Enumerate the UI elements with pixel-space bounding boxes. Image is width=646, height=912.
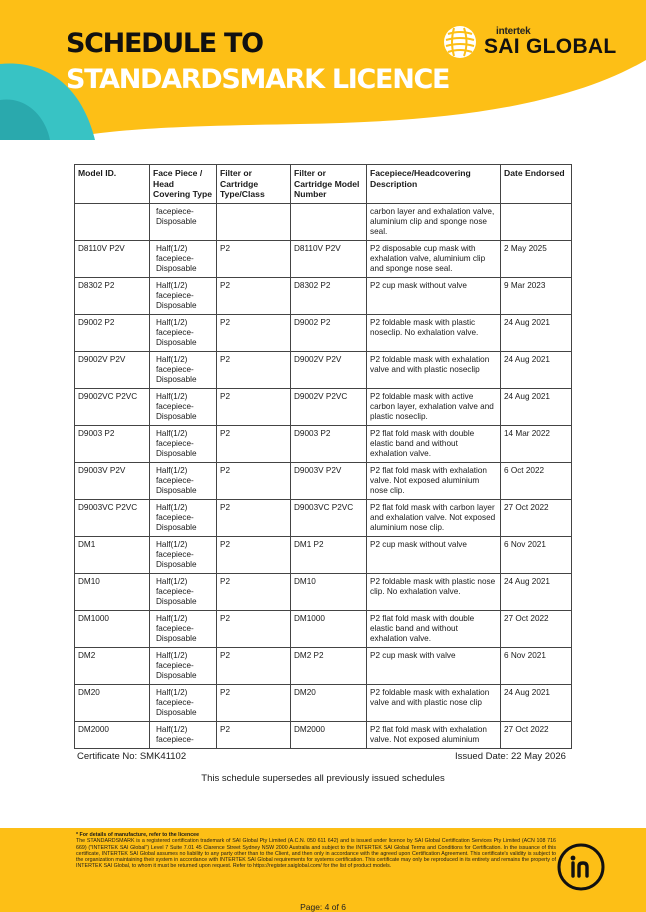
cell-filter-type: P2 (217, 240, 291, 277)
footer-heading: * For details of manufacture, refer to the licencee (76, 832, 200, 838)
cell-filter-type: P2 (217, 388, 291, 425)
table-row (75, 314, 572, 351)
cell-filter-model (291, 203, 367, 240)
cell-model-id: DM2 (75, 647, 150, 684)
cell-filter-model: DM2 P2 (291, 647, 367, 684)
cell-filter-model: DM1 P2 (291, 536, 367, 573)
cell-filter-model: D9002V P2V (291, 351, 367, 388)
cell-filter-model: DM10 (291, 573, 367, 610)
table-row (75, 462, 572, 499)
cell-date-endorsed: 27 Oct 2022 (501, 721, 572, 748)
cell-model-id: DM1000 (75, 610, 150, 647)
column-header-description: Facepiece/Headcovering Description (367, 165, 501, 204)
cell-description: P2 foldable mask with plastic nose clip. No exhalation valve. (367, 573, 501, 610)
cell-description: carbon layer and exhalation valve, aluminium clip and sponge nose seal. (367, 203, 501, 240)
cell-date-endorsed: 24 Aug 2021 (501, 351, 572, 388)
cell-date-endorsed: 14 Mar 2022 (501, 425, 572, 462)
cell-model-id (75, 203, 150, 240)
cell-face-piece-type: Half(1/2) facepiece-Disposable (150, 425, 217, 462)
cell-face-piece-type: Half(1/2) facepiece- (150, 721, 217, 748)
table-row (75, 425, 572, 462)
intertek-sai-global-logo (442, 24, 622, 64)
cell-description: P2 foldable mask with exhalation valve and with plastic noseclip (367, 351, 501, 388)
cell-date-endorsed: 24 Aug 2021 (501, 388, 572, 425)
table-row (75, 277, 572, 314)
cell-model-id: DM1 (75, 536, 150, 573)
cell-filter-type: P2 (217, 499, 291, 536)
cell-filter-type (217, 203, 291, 240)
cell-description: P2 flat fold mask with carbon layer and exhalation valve. Not exposed aluminium nose clip. (367, 499, 501, 536)
cell-date-endorsed: 2 May 2025 (501, 240, 572, 277)
table-row (75, 721, 572, 748)
footer-body: The STANDARDSMARK is a registered certification trademark of SAI Global Pty Limited (A.C.N. 050 611 642) and is issued under licence by SAI Global Certification Services Pty Limited (ACN 108 716 669) ("INTERTEK SAI Global") Level 7 Suite 7.01 45 Clarence Street Sydney NSW 2000 Australia and subject to the INTERTEK SAI Global Terms and Conditions for Certification. In the issuance of this certificate, INTERTEK SAI Global assumes no liability to any party other than to the Client, and then only in accordance with the agreed upon Certification Agreement. This certificate's validity is subject to the organization maintaining their system in accordance with INTERTEK SAI Global requirements for systems certification. This certificate may only be reproduced in its entirety and remains the property of INTERTEK SAI Global, to whom it must be returned upon request. Refer to https://register.saiglobal.com/ for the list of product models. (76, 838, 556, 870)
cell-face-piece-type: Half(1/2) facepiece-Disposable (150, 277, 217, 314)
cell-model-id: D9003V P2V (75, 462, 150, 499)
cell-model-id: D9002 P2 (75, 314, 150, 351)
cell-description: P2 cup mask without valve (367, 536, 501, 573)
cell-face-piece-type: Half(1/2) facepiece-Disposable (150, 462, 217, 499)
cell-face-piece-type: facepiece-Disposable (150, 203, 217, 240)
model-schedule-table (74, 164, 572, 749)
cell-description: P2 cup mask with valve (367, 647, 501, 684)
cell-description: P2 flat fold mask with exhalation valve. Not exposed aluminium (367, 721, 501, 748)
intertek-wordmark: intertek (496, 26, 531, 37)
cell-date-endorsed: 6 Oct 2022 (501, 462, 572, 499)
cell-filter-model: D9003 P2 (291, 425, 367, 462)
cell-face-piece-type: Half(1/2) facepiece-Disposable (150, 684, 217, 721)
table-row (75, 351, 572, 388)
footer-legal-text (76, 832, 556, 870)
cell-date-endorsed: 24 Aug 2021 (501, 314, 572, 351)
cell-model-id: DM20 (75, 684, 150, 721)
cell-face-piece-type: Half(1/2) facepiece-Disposable (150, 536, 217, 573)
cell-description: P2 foldable mask with exhalation valve and with plastic nose clip (367, 684, 501, 721)
cell-filter-type: P2 (217, 647, 291, 684)
certificate-number: Certificate No: SMK41102 (77, 751, 187, 762)
cell-filter-type: P2 (217, 462, 291, 499)
column-header-face-piece-type: Face Piece / Head Covering Type (150, 165, 217, 204)
table-row (75, 499, 572, 536)
cell-filter-type: P2 (217, 351, 291, 388)
table-row (75, 684, 572, 721)
cell-model-id: DM2000 (75, 721, 150, 748)
cell-date-endorsed: 6 Nov 2021 (501, 647, 572, 684)
cell-model-id: D8302 P2 (75, 277, 150, 314)
cell-date-endorsed: 27 Oct 2022 (501, 610, 572, 647)
cell-date-endorsed (501, 203, 572, 240)
cell-filter-model: D9003VC P2VC (291, 499, 367, 536)
cell-face-piece-type: Half(1/2) facepiece-Disposable (150, 351, 217, 388)
column-header-model-id: Model ID. (75, 165, 150, 204)
cell-face-piece-type: Half(1/2) facepiece-Disposable (150, 388, 217, 425)
title-line-2: STANDARDSMARK LICENCE (66, 64, 450, 95)
cell-filter-type: P2 (217, 610, 291, 647)
cell-filter-type: P2 (217, 425, 291, 462)
sai-global-globe-icon (442, 24, 478, 60)
column-header-filter-type-class: Filter or Cartridge Type/Class (217, 165, 291, 204)
table-row (75, 647, 572, 684)
cell-model-id: D9003 P2 (75, 425, 150, 462)
cell-model-id: D9002V P2V (75, 351, 150, 388)
cell-filter-model: D9003V P2V (291, 462, 367, 499)
page-title (66, 26, 449, 98)
cell-filter-type: P2 (217, 536, 291, 573)
cell-date-endorsed: 24 Aug 2021 (501, 573, 572, 610)
cell-description: P2 foldable mask with plastic noseclip. No exhalation valve. (367, 314, 501, 351)
cell-description: P2 disposable cup mask with exhalation valve, aluminium clip and sponge nose seal. (367, 240, 501, 277)
cell-face-piece-type: Half(1/2) facepiece-Disposable (150, 573, 217, 610)
cell-model-id: D9002VC P2VC (75, 388, 150, 425)
cell-filter-model: DM20 (291, 684, 367, 721)
cell-filter-type: P2 (217, 314, 291, 351)
cell-date-endorsed: 24 Aug 2021 (501, 684, 572, 721)
cell-filter-model: DM1000 (291, 610, 367, 647)
cell-filter-model: DM2000 (291, 721, 367, 748)
table-row (75, 240, 572, 277)
cell-filter-model: D8110V P2V (291, 240, 367, 277)
cell-date-endorsed: 27 Oct 2022 (501, 499, 572, 536)
supersedes-note: This schedule supersedes all previously issued schedules (201, 773, 445, 784)
cell-model-id: D8110V P2V (75, 240, 150, 277)
column-header-date-endorsed: Date Endorsed (501, 165, 572, 204)
page-number: Page: 4 of 6 (300, 902, 346, 912)
cell-filter-model: D9002V P2VC (291, 388, 367, 425)
table-row (75, 536, 572, 573)
cell-filter-type: P2 (217, 684, 291, 721)
cell-model-id: D9003VC P2VC (75, 499, 150, 536)
table-row (75, 203, 572, 240)
cell-description: P2 flat fold mask with double elastic band and without exhalation valve. (367, 610, 501, 647)
cell-date-endorsed: 6 Nov 2021 (501, 536, 572, 573)
cell-date-endorsed: 9 Mar 2023 (501, 277, 572, 314)
table-row (75, 573, 572, 610)
intertek-in-icon (556, 842, 606, 892)
issued-date: Issued Date: 22 May 2026 (455, 751, 566, 762)
cell-face-piece-type: Half(1/2) facepiece-Disposable (150, 240, 217, 277)
cell-filter-type: P2 (217, 277, 291, 314)
cell-description: P2 flat fold mask with exhalation valve. Not exposed aluminium nose clip. (367, 462, 501, 499)
sai-global-wordmark: SAI GLOBAL (484, 35, 617, 58)
cell-face-piece-type: Half(1/2) facepiece-Disposable (150, 314, 217, 351)
cell-filter-type: P2 (217, 573, 291, 610)
cell-model-id: DM10 (75, 573, 150, 610)
cell-description: P2 cup mask without valve (367, 277, 501, 314)
title-line-1: SCHEDULE TO (66, 28, 263, 59)
cell-face-piece-type: Half(1/2) facepiece-Disposable (150, 610, 217, 647)
cell-face-piece-type: Half(1/2) facepiece-Disposable (150, 499, 217, 536)
table-row (75, 388, 572, 425)
cell-face-piece-type: Half(1/2) facepiece-Disposable (150, 647, 217, 684)
cell-filter-model: D9002 P2 (291, 314, 367, 351)
cell-filter-model: D8302 P2 (291, 277, 367, 314)
column-header-filter-model-number: Filter or Cartridge Model Number (291, 165, 367, 204)
cell-filter-type: P2 (217, 721, 291, 748)
cell-description: P2 flat fold mask with double elastic band and without exhalation valve. (367, 425, 501, 462)
cell-description: P2 foldable mask with active carbon layer, exhalation valve and plastic noseclip. (367, 388, 501, 425)
table-row (75, 610, 572, 647)
table-header-row (75, 165, 572, 204)
